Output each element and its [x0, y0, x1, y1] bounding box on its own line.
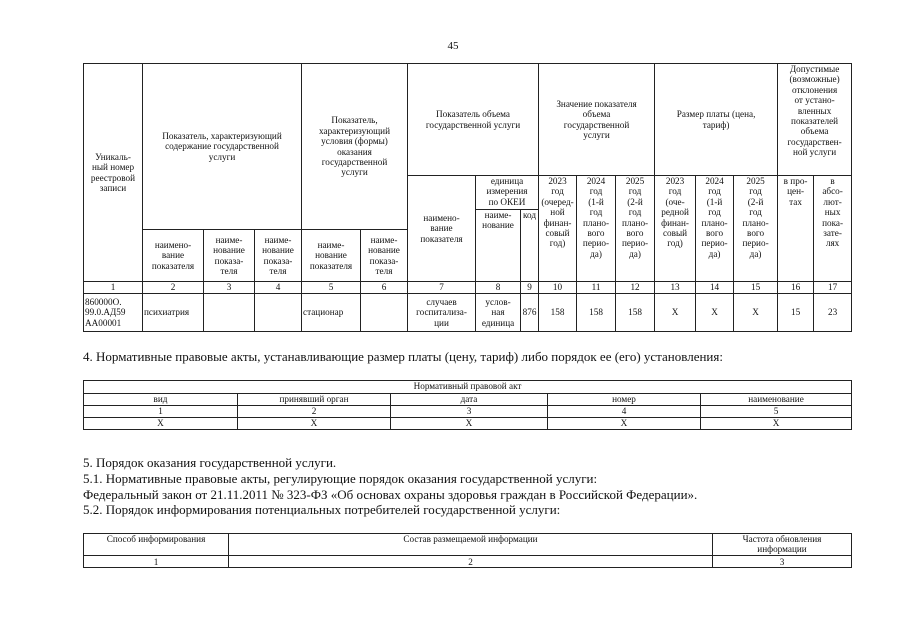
cell-kind: X [84, 418, 238, 430]
header-fee-2023: 2023 год (оче- редной финан- совый год) [655, 176, 696, 282]
header-info-method: Способ информирования [84, 534, 229, 556]
header-conditions-indicator: Показатель, характеризующий условия (формы) оказания государственной услуги [302, 64, 408, 230]
header-okei-name: наиме- нование [476, 210, 521, 282]
column-number: 1 [84, 406, 238, 418]
header-content-name-3: наиме- нование показа- теля [255, 230, 302, 282]
header-content-indicator: Показатель, характеризующий содержание государственной услуги [143, 64, 302, 230]
header-number: номер [548, 394, 701, 406]
cell-empty [255, 294, 302, 332]
column-number: 2 [143, 282, 204, 294]
column-number: 13 [655, 282, 696, 294]
cell-registry-number: 860000О. 99.0.АД59 АА00001 [84, 294, 143, 332]
header-authority: принявший орган [238, 394, 391, 406]
section-5-heading: 5. Порядок оказания государственной услуги. [83, 455, 337, 470]
table-row [84, 418, 852, 430]
section-4-heading: 4. Нормативные правовые акты, устанавливающие размер платы (цену, тариф) либо порядок ее (его) установления: [83, 349, 723, 364]
header-content-name-2: наиме- нование показа- теля [204, 230, 255, 282]
cell-empty [361, 294, 408, 332]
column-number: 9 [521, 282, 539, 294]
column-number: 5 [701, 406, 852, 418]
cell-unit-name: услов- ная единица [476, 294, 521, 332]
column-number: 17 [814, 282, 852, 294]
header-fee: Размер платы (цена, тариф) [655, 64, 778, 176]
service-volume-table [83, 63, 852, 332]
legal-acts-table [83, 380, 852, 430]
cell-percent: 15 [778, 294, 814, 332]
column-number: 14 [696, 282, 734, 294]
header-okei: единица измерения по ОКЕИ [476, 176, 539, 210]
header-fee-2025: 2025 год (2-й год плано- вого перио- да) [734, 176, 778, 282]
column-number: 7 [408, 282, 476, 294]
column-number: 5 [302, 282, 361, 294]
page-number: 45 [447, 40, 459, 52]
cell-date: X [391, 418, 548, 430]
column-number: 2 [229, 556, 713, 568]
header-value-2024: 2024 год (1-й год плано- вого перио- да) [577, 176, 616, 282]
federal-law-reference: Федеральный закон от 21.11.2011 № 323-ФЗ «Об основах охраны здоровья граждан в Российской Федерации». [83, 487, 698, 502]
column-number: 8 [476, 282, 521, 294]
header-value-2025: 2025 год (2-й год плано- вого перио- да) [616, 176, 655, 282]
header-condition-name-2: наиме- нование показа- теля [361, 230, 408, 282]
header-absolute: в абсо- лют- ных пока- зате- лях [814, 176, 852, 282]
column-number: 6 [361, 282, 408, 294]
cell-authority: X [238, 418, 391, 430]
column-number: 3 [391, 406, 548, 418]
section-5-2-heading: 5.2. Порядок информирования потенциальных потребителей государственной услуги: [83, 502, 561, 517]
cell-value-2023: 158 [539, 294, 577, 332]
header-okei-code: код [521, 210, 539, 282]
header-volume-value: Значение показателя объема государственной услуги [539, 64, 655, 176]
cell-value-2024: 158 [577, 294, 616, 332]
column-number: 4 [255, 282, 302, 294]
column-number: 3 [713, 556, 852, 568]
header-content-name-1: наимено- вание показателя [143, 230, 204, 282]
column-number: 3 [204, 282, 255, 294]
header-date: дата [391, 394, 548, 406]
column-number: 1 [84, 282, 143, 294]
cell-absolute: 23 [814, 294, 852, 332]
table-row [84, 294, 852, 332]
cell-fee-2024: X [696, 294, 734, 332]
information-table [83, 533, 852, 568]
cell-fee-2025: X [734, 294, 778, 332]
header-title: наименование [701, 394, 852, 406]
header-kind: вид [84, 394, 238, 406]
cell-number: X [548, 418, 701, 430]
column-number: 2 [238, 406, 391, 418]
header-info-content: Состав размещаемой информации [229, 534, 713, 556]
cell-condition: стационар [302, 294, 361, 332]
column-number: 4 [548, 406, 701, 418]
header-condition-name-1: наиме- нование показателя [302, 230, 361, 282]
legal-act-title: Нормативный правовой акт [84, 381, 852, 394]
column-number: 1 [84, 556, 229, 568]
section-5-1-heading: 5.1. Нормативные правовые акты, регулирующие порядок оказания государственной услуги: [83, 471, 598, 486]
column-number: 16 [778, 282, 814, 294]
column-number: 12 [616, 282, 655, 294]
header-value-2023: 2023 год (очеред- ной финан- совый год) [539, 176, 577, 282]
column-number: 10 [539, 282, 577, 294]
header-volume-name: наимено- вание показателя [408, 176, 476, 282]
header-fee-2024: 2024 год (1-й год плано- вого перио- да) [696, 176, 734, 282]
cell-value-2025: 158 [616, 294, 655, 332]
cell-content-indicator: психиатрия [143, 294, 204, 332]
cell-fee-2023: X [655, 294, 696, 332]
header-volume-indicator: Показатель объема государственной услуги [408, 64, 539, 176]
column-number: 15 [734, 282, 778, 294]
cell-unit-code: 876 [521, 294, 539, 332]
cell-title: X [701, 418, 852, 430]
cell-empty [204, 294, 255, 332]
cell-volume-indicator: случаев госпитализа- ции [408, 294, 476, 332]
header-deviation: Допустимые (возможные) отклонения от устано- вленных показателей объема государствен- ной услуги [778, 64, 852, 176]
header-update-frequency: Частота обновления информации [713, 534, 852, 556]
header-unique-number: Уникаль- ный номер реестровой записи [84, 64, 143, 282]
header-percent: в про- цен- тах [778, 176, 814, 282]
column-number: 11 [577, 282, 616, 294]
